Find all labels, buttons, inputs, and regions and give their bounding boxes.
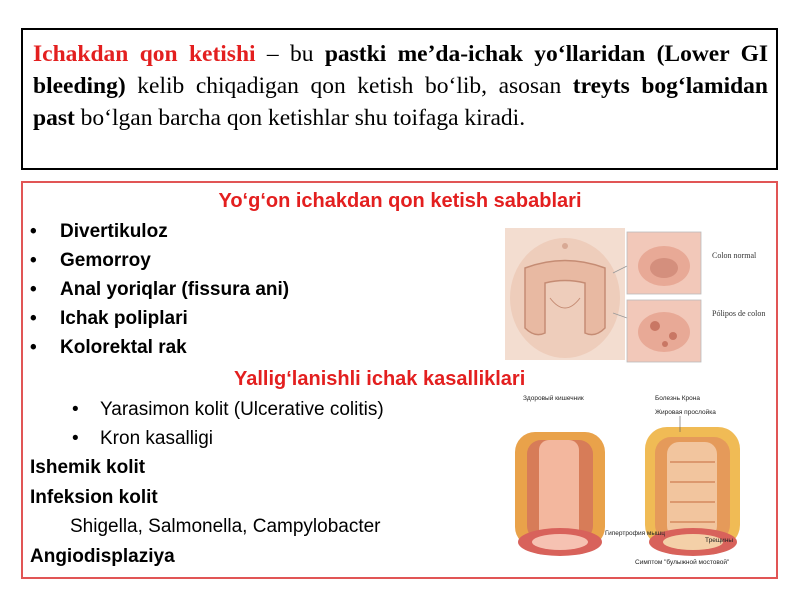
label-healthy-intestine: Здоровый кишечник (523, 395, 584, 402)
heading-ibd: Yallig‘lanishli ichak kasalliklari (234, 368, 526, 390)
label-cracks: Трещины (705, 537, 734, 544)
label-fat-layer: Жировая прослойка (655, 409, 716, 416)
crohn-comparison-illustration (505, 392, 775, 572)
definition-text: kelib chiqadigan qon ketish bo‘lib, asosan (125, 73, 573, 99)
list-item: • Divertikuloz (30, 221, 168, 242)
label-colon-normal: Colon normal (712, 251, 757, 260)
heading-colon-bleeding-causes: Yo‘g‘on ichakdan qon ketish sabablari (218, 190, 582, 212)
label-muscle-hypertrophy: Гипертрофия мышц (605, 530, 665, 537)
infectious-colitis: Infeksion kolit (30, 487, 158, 508)
list-item: • Yarasimon kolit (Ulcerative colitis) (72, 399, 384, 420)
pathogens-list: Shigella, Salmonella, Campylobacter (70, 516, 381, 537)
label-cobblestone-symptom: Симптом "булыжной мостовой" (635, 559, 730, 566)
ischemic-colitis: Ishemik kolit (30, 457, 146, 478)
definition-bold-treitz: treyts bog‘lamidan past (33, 73, 768, 131)
definition-text: – bu (255, 41, 325, 67)
definition-box (21, 28, 778, 170)
list-item: • Anal yoriqlar (fissura ani) (30, 279, 290, 300)
colon-polyps-illustration (505, 228, 775, 368)
list-item: • Kolorektal rak (30, 337, 187, 358)
list-item: • Kron kasalligi (72, 428, 213, 449)
definition-text: bo‘lgan barcha qon ketishlar shu toifaga kiradi. (74, 105, 526, 131)
definition-bold-gi: pastki me’da-ichak yo‘llaridan (Lower GI bleeding) (33, 41, 769, 99)
list-item: • Gemorroy (30, 250, 151, 271)
label-colon-polyps: Pólipos de colon (712, 309, 766, 318)
definition-term: Ichakdan qon ketishi (33, 41, 256, 67)
list-item: • Ichak poliplari (30, 308, 188, 329)
angiodysplasia: Angiodisplaziya (30, 546, 175, 567)
healthy-intestine-tube (515, 432, 605, 556)
label-crohn-disease: Болезнь Крона (655, 395, 700, 402)
